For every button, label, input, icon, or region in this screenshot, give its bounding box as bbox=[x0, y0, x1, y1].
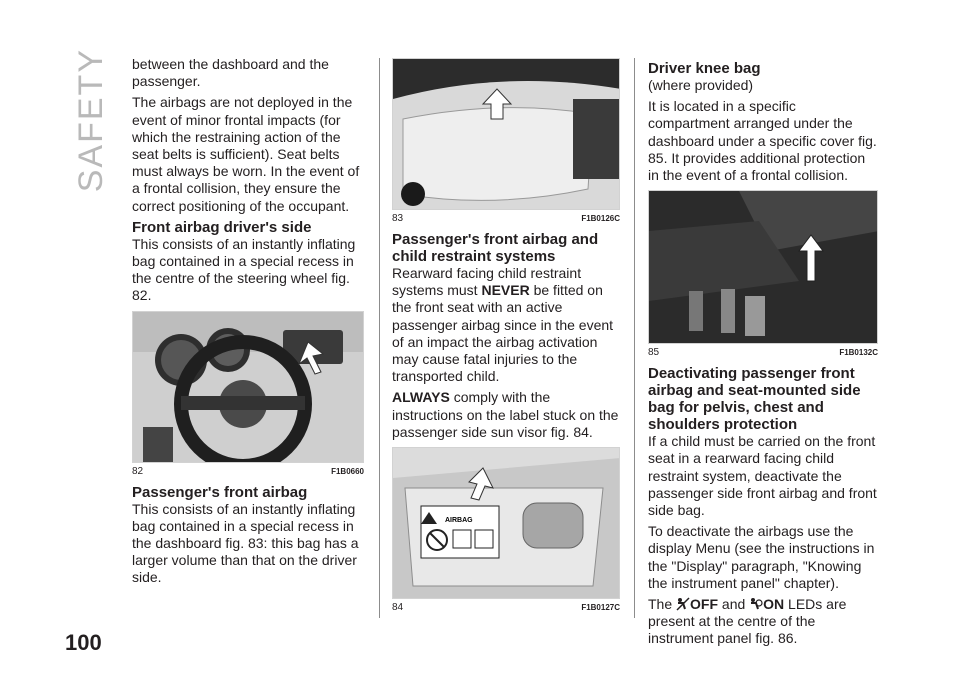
text: Rearward facing child restraint systems must bbox=[392, 265, 582, 299]
column-1 bbox=[132, 56, 364, 591]
column-divider bbox=[634, 58, 635, 618]
page-number: 100 bbox=[65, 630, 102, 655]
led-on-label: ON bbox=[763, 596, 785, 613]
paragraph: (where provided) bbox=[648, 77, 754, 93]
text: LEDs are present at the centre of the instrument panel fig. 86. bbox=[648, 596, 847, 647]
figure-number: 84 bbox=[392, 602, 404, 614]
paragraph: This consists of an instantly inflating bag contained in a special recess in the centre of the steering wheel fig. 82. bbox=[132, 235, 356, 304]
figure-caption bbox=[648, 347, 878, 359]
paragraph: The airbags are not deployed in the event of minor frontal impacts (for which the restraining action of the seat belts is sufficient). Seat belts must always be worn. In the event of a frontal collision, they ensure the correct positioning of the occupant. bbox=[132, 94, 360, 214]
column-3 bbox=[648, 56, 878, 652]
figure-caption bbox=[132, 466, 364, 478]
paragraph: between the dashboard and the passenger. bbox=[132, 56, 329, 90]
figure-82-steering-wheel bbox=[132, 311, 364, 463]
text: The bbox=[648, 596, 677, 613]
figure-number: 85 bbox=[648, 347, 660, 359]
figure-83-dashboard bbox=[392, 58, 620, 210]
led-off-label: OFF bbox=[690, 596, 719, 613]
figure-code: F1B0660 bbox=[331, 466, 364, 476]
figure-code: F1B0127C bbox=[581, 603, 620, 613]
heading-driver-airbag: Front airbag driver's side bbox=[132, 218, 312, 236]
figure-caption bbox=[392, 213, 620, 225]
paragraph: It is located in a specific compartment arranged under the dashboard under a specific cover fig. 85. It provides additional protection in the event of a frontal collision. bbox=[648, 98, 877, 184]
knee-bag-illustration bbox=[649, 191, 878, 343]
heading-deactivating-airbag: Deactivating passenger front airbag and seat-mounted side bag for pelvis, chest and shoulders protection bbox=[648, 365, 861, 434]
figure-code: F1B0126C bbox=[581, 214, 620, 223]
figure-code: F1B0132C bbox=[839, 348, 878, 358]
keyword-always: ALWAYS bbox=[392, 389, 450, 406]
dashboard-illustration bbox=[393, 59, 620, 209]
heading-passenger-airbag: Passenger's front airbag bbox=[132, 483, 308, 501]
airbag-label-text: AIRBAG bbox=[445, 517, 473, 525]
section-tab: SAFETY bbox=[72, 48, 110, 193]
paragraph: This consists of an instantly inflating bag contained in a special recess in the dashboard fig. 83: this bag has a larger volume than that on the driver side. bbox=[132, 500, 359, 586]
heading-knee-bag: Driver knee bag bbox=[648, 60, 761, 77]
figure-84-sun-visor bbox=[392, 447, 620, 599]
paragraph: If a child must be carried on the front seat in a rearward facing child restraint system, deactivate the passenger side front airbag and front side bag. bbox=[648, 433, 877, 519]
paragraph: To deactivate the airbags use the display Menu (see the instructions in the "Display" paragraph, "Knowing the instrument panel" chapter). bbox=[648, 523, 875, 591]
figure-85-knee-bag bbox=[648, 190, 878, 344]
figure-caption bbox=[392, 602, 620, 614]
sun-visor-illustration bbox=[393, 448, 620, 598]
text: be fitted on the front seat with an active passenger airbag since in the event of an impact the airbag activation may cause fatal injuries to the transported child. bbox=[392, 282, 614, 385]
paragraph bbox=[392, 265, 620, 385]
airbag-off-icon bbox=[676, 597, 690, 611]
paragraph bbox=[648, 596, 878, 648]
paragraph bbox=[392, 389, 620, 441]
figure-number: 83 bbox=[392, 213, 404, 224]
steering-wheel-illustration bbox=[133, 312, 364, 462]
heading-child-restraint: Passenger's front airbag and child restraint systems bbox=[392, 231, 599, 265]
keyword-never: NEVER bbox=[481, 282, 530, 299]
text: and bbox=[718, 596, 750, 613]
text: comply with the instructions on the label stuck on the passenger side sun visor fig. 84. bbox=[392, 389, 619, 440]
airbag-on-icon bbox=[749, 597, 763, 611]
column-divider bbox=[379, 58, 380, 618]
column-2 bbox=[392, 58, 620, 620]
figure-number: 82 bbox=[132, 465, 144, 477]
